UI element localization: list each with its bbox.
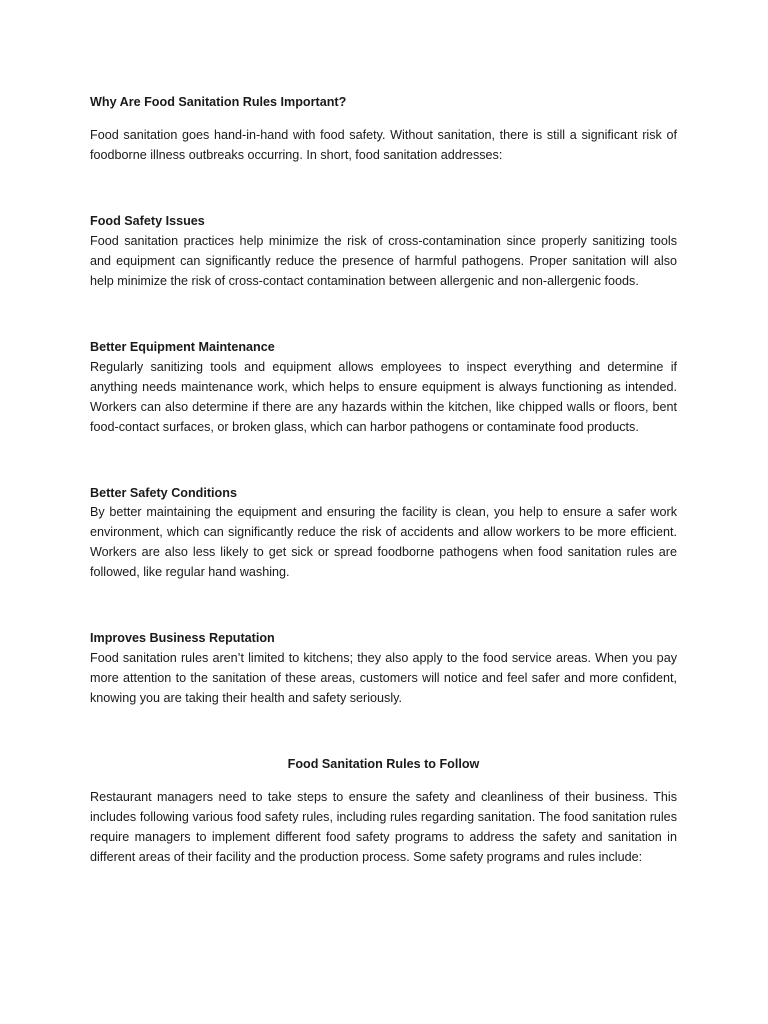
section-body-equipment-maintenance: Regularly sanitizing tools and equipment allows employees to inspect everything and determine if anything needs maintenance work, which helps to ensure equipment is always functioning as intended. Workers can also determine if there are any hazards within the kitchen, like chipped walls or floors, bent food-contact surfaces, or broken glass, which can harbor pathogens or contaminate food products.: [90, 360, 677, 434]
section-heading-business-reputation: Improves Business Reputation: [90, 631, 275, 645]
section-body-business-reputation: Food sanitation rules aren’t limited to kitchens; they also apply to the food service areas. When you pay more attention to the sanitation of these areas, customers will notice and feel safer and more confident, knowing you are taking their health and safety seriously.: [90, 651, 677, 705]
section-heading-equipment-maintenance: Better Equipment Maintenance: [90, 340, 275, 354]
section-body-food-safety-issues: Food sanitation practices help minimize the risk of cross-contamination since properly sanitizing tools and equipment can significantly reduce the presence of harmful pathogens. Proper sanitation will also help minimize the risk of cross-contact contamination between allergenic and non-allergenic foods.: [90, 234, 677, 288]
intro-paragraph: Food sanitation goes hand-in-hand with food safety. Without sanitation, there is still a significant risk of foodborne illness outbreaks occurring. In short, food sanitation addresses:: [90, 128, 677, 162]
section-heading-food-safety-issues: Food Safety Issues: [90, 214, 205, 228]
closing-paragraph: Restaurant managers need to take steps to ensure the safety and cleanliness of their business. This includes following various food safety rules, including rules regarding sanitation. The food sanitation rules require managers to implement different food safety programs to address the safety and sanitation in different areas of their facility and the production process. Some safety programs and rules include:: [90, 790, 677, 864]
document-title: Why Are Food Sanitation Rules Important?: [90, 95, 347, 109]
section-body-safety-conditions: By better maintaining the equipment and ensuring the facility is clean, you help to ensure a safer work environment, which can significantly reduce the risk of accidents and allow workers to be more efficient. Workers are also less likely to get sick or spread foodborne pathogens when food sanitation rules are followed, like regular hand washing.: [90, 505, 677, 579]
subheading-rules-to-follow: Food Sanitation Rules to Follow: [287, 757, 480, 771]
section-heading-safety-conditions: Better Safety Conditions: [90, 486, 237, 500]
